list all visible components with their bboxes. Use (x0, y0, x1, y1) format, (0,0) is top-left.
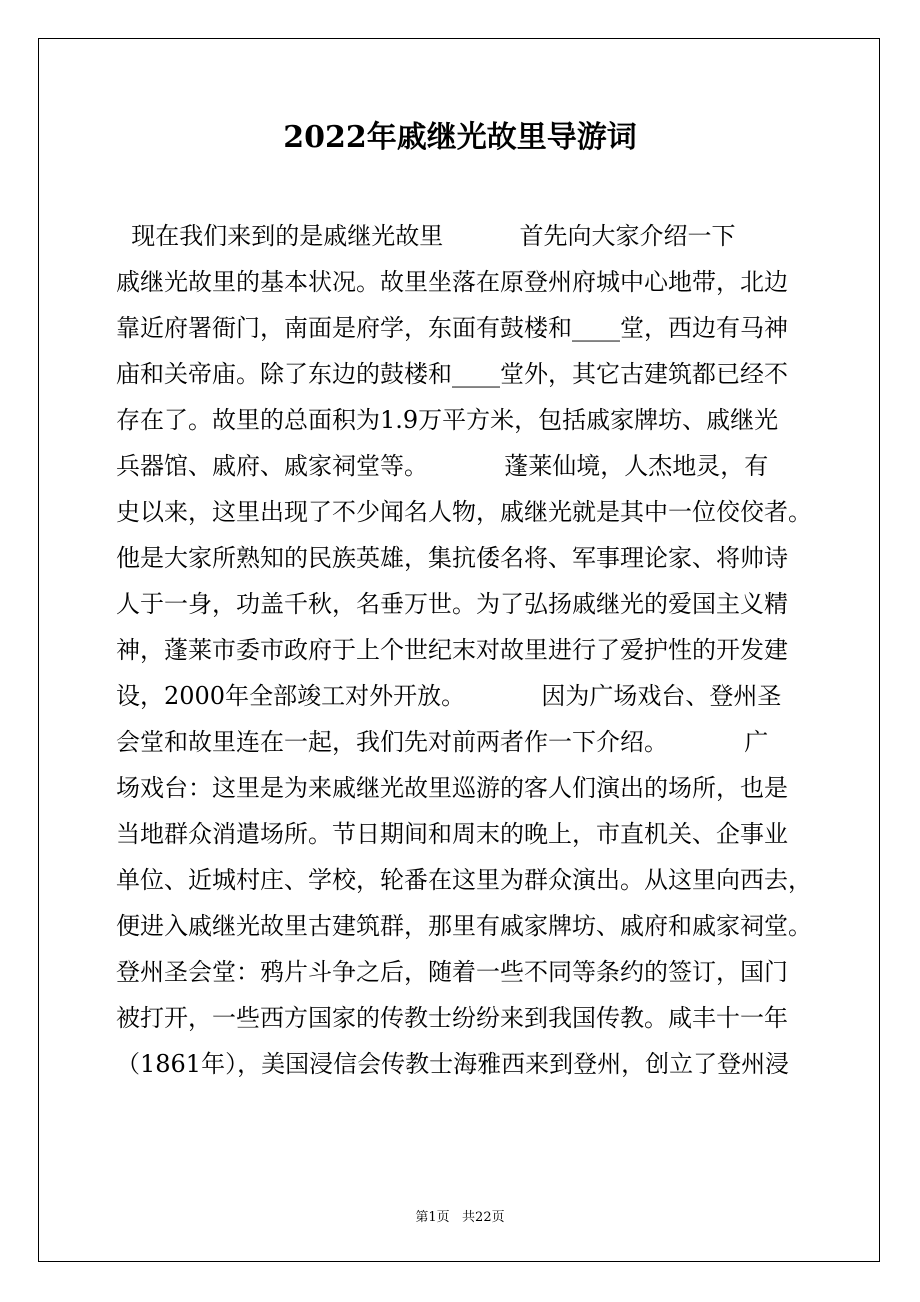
body-line: （1861年），美国浸信会传教士海雅西来到登州，创立了登州浸 (116, 1050, 790, 1078)
body-line: 他是大家所熟知的民族英雄，集抗倭名将、军事理论家、将帅诗 (116, 544, 788, 572)
document-title: 2022年戚继光故里导游词 (283, 120, 637, 155)
body-line: 靠近府署衙门，南面是府学，东面有鼓楼和____堂，西边有马神 (116, 314, 788, 342)
body-line: 被打开，一些西方国家的传教士纷纷来到我国传教。咸丰十一年 (116, 1004, 788, 1032)
body-line: 庙和关帝庙。除了东边的鼓楼和____堂外，其它古建筑都已经不 (116, 360, 788, 388)
body-line: 当地群众消遣场所。节日期间和周末的晚上，市直机关、企事业 (116, 820, 788, 848)
body-line: 单位、近城村庄、学校，轮番在这里为群众演出。从这里向西去， (116, 866, 812, 894)
page-footer (0, 1206, 920, 1225)
body-line: 兵器馆、戚府、戚家祠堂等。 蓬莱仙境，人杰地灵，有 (116, 452, 769, 480)
body-line: 设，2000年全部竣工对外开放。 因为广场戏台、登州圣 (116, 682, 782, 710)
body-line: 戚继光故里的基本状况。故里坐落在原登州府城中心地带，北边 (116, 268, 788, 296)
body-line: 人于一身，功盖千秋，名垂万世。为了弘扬戚继光的爱国主义精 (116, 590, 788, 618)
body-line: 便进入戚继光故里古建筑群，那里有戚家牌坊、戚府和戚家祠堂。 (116, 912, 812, 940)
body-line: 场戏台：这里是为来戚继光故里巡游的客人们演出的场所，也是 (116, 774, 788, 802)
body-line: 会堂和故里连在一起，我们先对前两者作一下介绍。 广 (116, 728, 769, 756)
body-line: 现在我们来到的是戚继光故里 首先向大家介绍一下 (116, 222, 736, 250)
document-body (116, 213, 812, 1087)
page-number-label: 第1页 共22页 (415, 1210, 505, 1225)
body-line: 登州圣会堂：鸦片斗争之后，随着一些不同等条约的签订，国门 (116, 958, 788, 986)
body-line: 史以来，这里出现了不少闻名人物，戚继光就是其中一位佼佼者。 (116, 498, 812, 526)
body-line: 存在了。故里的总面积为1.9万平方米，包括戚家牌坊、戚继光 (116, 406, 779, 434)
body-line: 神，蓬莱市委市政府于上个世纪末对故里进行了爱护性的开发建 (116, 636, 788, 664)
